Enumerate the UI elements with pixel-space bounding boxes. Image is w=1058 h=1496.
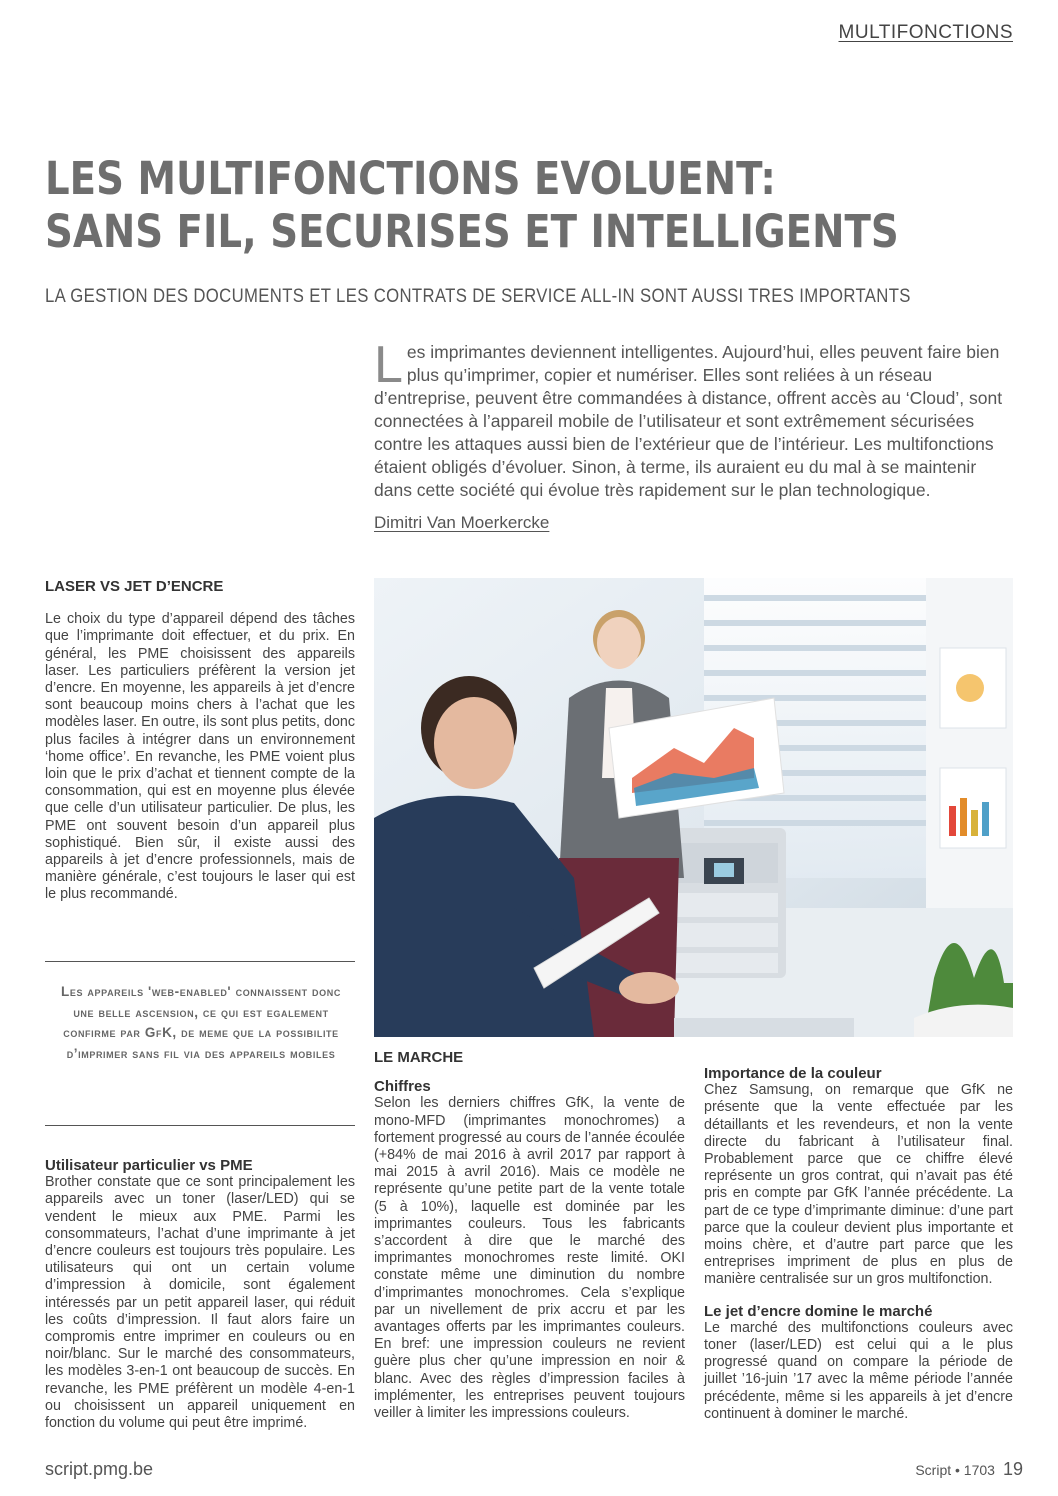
color-importance-body: Chez Samsung, on remarque que GfK ne présente que la vente effectuée par les détaillants et les revendeurs, et non la vente directe du fabricant à l’utilisateur final. Probablement parce que ce chiffre élevé représente un gros contrat, qui n’avait pas été pris en compte par GfK l’année précédente. La part de ce type d’imprimante diminue: d’une part parce que la couleur devient plus importante et moins chère, et d’autre part parce que les entreprises impriment de plus en plus de manière centralisée sur un gros multifonction. [704,1082,1013,1288]
pullquote-top-rule [45,961,355,962]
consumer-vs-sme-title: Utilisateur particulier vs PME [45,1157,253,1174]
article-subheadline: LA GESTION DES DOCUMENTS ET LES CONTRATS DE SERVICE ALL-IN SONT AUSSI TRES IMPORTANTS [45,286,911,307]
intro-text: es imprimantes deviennent intelligentes. Aujourd’hui, elles peuvent faire bien plus qu’imprimer, copier et numériser. Elles sont reliées à un réseau d’entreprise, peuvent être commandées à distance, offrent accès au ‘Cloud’, sont connectées à l’appareil mobile de l’utilisateur et sont extrêmement sécurisées contre les attaques aussi bien de l’extérieur que de l’intérieur. Les multifonctions étaient obligés d’évoluer. Sinon, à terme, ils auraient eu du mal à se maintenir dans cette société qui évolue très rapidement sur le plan technologique. [374,342,1003,500]
article-headline [45,152,899,258]
laser-vs-inkjet-title: LASER VS JET D’ENCRE [45,578,224,595]
office-scene-illustration [374,578,1013,1037]
author-byline: Dimitri Van Moerkercke [374,513,550,532]
consumer-vs-sme-body: Brother constate que ce sont principalement les appareils avec un toner (laser/LED) qui se vendent le mieux aux PME. Parmi les consommateurs, l’achat d’une imprimante à jet d’encre couleurs est toujours très populaire. Les utilisateurs qui ont un certain volume d’impression à domicile, sont également intéressés par un petit appareil laser, qui réduit les coûts d’impression. Il faut alors faire un compromis entre imprimer en couleurs ou en noir/blanc. Sur le marché des consommateurs, les modèles 3-en-1 ont beaucoup de succès. En revanche, les PME préfèrent un modèle 4-en-1 ou choisissent un appareil uniquement en fonction du volume qui peut être imprimé. [45,1174,355,1432]
laser-vs-inkjet-section [45,578,355,904]
issue-label: Script • 1703 [915,1462,995,1478]
market-section [374,1049,685,1422]
color-importance-title: Importance de la couleur [704,1065,882,1082]
market-title: LE MARCHE [374,1049,464,1066]
color-importance-section [704,1065,1013,1423]
inkjet-dominates-body: Le marché des multifonctions couleurs avec toner (laser/LED) est celui qui a le plus progressé quand on compare la période de juillet ’16-juin ’17 avec la même période l’année précédente, même si les appareils à jet d’encre continuent à dominer le marché. [704,1319,1013,1422]
consumer-vs-sme-section [45,1157,355,1432]
pullquote-bottom-rule [45,1125,355,1126]
section-tag: MULTIFONCTIONS [838,22,1013,43]
office-printer-photo [374,578,1013,1037]
figures-body: Selon les derniers chiffres GfK, la vente de mono-MFD (imprimantes monochromes) a fortement progressé au cours de l’année écoulée (+84% de mai 2016 à avril 2017 par rapport à mai 2015 à avril 2016). Mais ce modèle ne représente qu’une petite part de la vente totale (5 à 10%), laquelle est dominée par les imprimantes couleurs. Tous les fabricants s’accordent à dire que le marché des imprimantes monochromes reste limité. OKI constate même une diminution du nombre d’imprimantes monochromes. Cela s’explique par un nivellement de prix accru et par les avantages offerts par les imprimantes couleurs. En bref: une impression couleurs ne revient guère plus cher qu’une impression en noir & blanc. Avec des règles d’impression faciles à implémenter, les entreprises peuvent toujours veiller à limiter les impressions couleurs. [374,1095,685,1422]
laser-vs-inkjet-body: Le choix du type d’appareil dépend des tâches que l’imprimante doit effectuer, et du prix. En général, les PME choisissent des appareils laser. Les particuliers préfèrent la version jet d’encre. En moyenne, les appareils à jet d’encre sont beaucoup moins chers à l’achat que les modèles laser. En outre, ils sont plus petits, donc plus faciles à intégrer dans un environnement ‘home office’. En revanche, les PME voient plus loin que le prix d’achat et tiennent compte de la consommation, qui est en moyenne plus élevée que celle d’un utilisateur particulier. De plus, les PME ont souvent besoin d’un appareil plus sophistiqué. Bien sûr, il existe aussi des appareils à jet d’encre professionnels, mais de manière générale, c’est toujours le laser qui est le plus recommandé. [45,611,355,903]
inkjet-dominates-title: Le jet d’encre domine le marché [704,1302,933,1320]
headline-line-1: LES MULTIFONCTIONS EVOLUENT: [45,152,776,205]
headline-line-2: SANS FIL, SECURISES ET INTELLIGENTS [45,205,899,258]
website-link[interactable]: script.pmg.be [45,1459,154,1479]
pullquote: Les appareils 'web-enabled' connaissent donc une belle ascension, ce qui est egalement confirme par GfK, de meme que la possibilite d’imprimer sans fil via des appareils mobiles [61,984,341,1061]
intro-paragraph [374,336,1014,502]
drop-cap: L [374,336,403,394]
page-number: 19 [1002,1459,1023,1479]
figures-subtitle: Chiffres [374,1078,431,1096]
page-footer [915,1459,1023,1480]
